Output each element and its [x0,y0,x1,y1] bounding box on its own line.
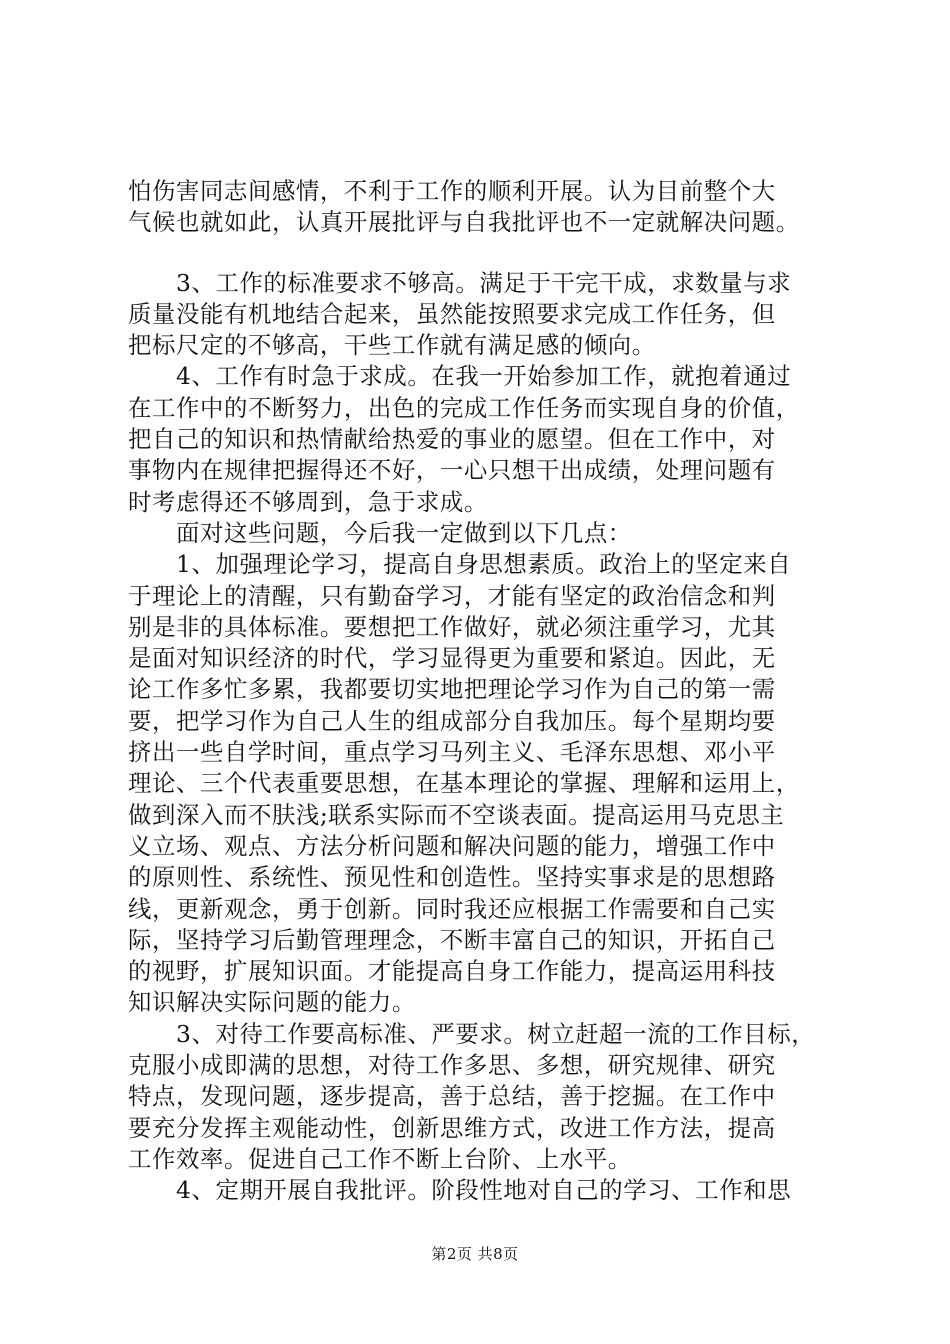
text-line: 知识解决实际问题的能力。 [128,988,416,1017]
page-number: 第2页 共8页 [431,1245,519,1263]
text-line: 1、加强理论学习，提高自身思想素质。政治上的坚定来自 [128,550,792,579]
text-line: 面对这些问题，今后我一定做到以下几点： [128,518,632,547]
text-line: 挤出一些自学时间，重点学习马列主义、毛泽东思想、邓小平 [128,738,776,767]
text-line: 4、工作有时急于求成。在我一开始参加工作，就抱着通过 [128,362,792,391]
text-line: 做到深入而不肤浅;联系实际而不空谈表面。提高运用马克思主 [128,800,785,829]
text-line: 线，更新观念，勇于创新。同时我还应根据工作需要和自己实 [128,894,776,923]
text-line: 要，把学习作为自己人生的组成部分自我加压。每个星期均要 [128,706,776,735]
text-line: 义立场、观点、方法分析问题和解决问题的能力，增强工作中 [128,831,776,860]
text-line: 特点，发现问题，逐步提高，善于总结，善于挖掘。在工作中 [128,1082,776,1111]
text-line: 论工作多忙多累，我都要切实地把理论学习作为自己的第一需 [128,675,776,704]
text-line: 克服小成即满的思想，对待工作多思、多想，研究规律、研究 [128,1051,776,1080]
text-line: 3、工作的标准要求不够高。满足于干完干成，求数量与求 [128,268,792,297]
text-line: 4、定期开展自我批评。阶段性地对自己的学习、工作和思 [128,1176,792,1205]
text-line: 是面对知识经济的时代，学习显得更为重要和紧迫。因此，无 [128,644,776,673]
text-line: 事物内在规律把握得还不好，一心只想干出成绩，处理问题有 [128,456,776,485]
text-line: 于理论上的清醒，只有勤奋学习，才能有坚定的政治信念和判 [128,581,776,610]
text-line: 要充分发挥主观能动性，创新思维方式，改进工作方法，提高 [128,1113,776,1142]
text-line: 别是非的具体标准。要想把工作做好，就必须注重学习，尤其 [128,612,776,641]
text-line: 在工作中的不断努力，出色的完成工作任务而实现自身的价值， [128,393,800,422]
text-line: 3、对待工作要高标准、严要求。树立赶超一流的工作目标， [128,1019,816,1048]
text-line: 的原则性、系统性、预见性和创造性。坚持实事求是的思想路 [128,863,776,892]
text-line: 时考虑得还不够周到，急于求成。 [128,487,488,516]
text-line: 把自己的知识和热情献给热爱的事业的愿望。但在工作中，对 [128,425,776,454]
document-body [128,176,848,1207]
text-line: 把标尺定的不够高，干些工作就有满足感的倾向。 [128,331,656,360]
text-line: 质量没能有机地结合起来，虽然能按照要求完成工作任务，但 [128,299,776,328]
text-line: 的视野，扩展知识面。才能提高自身工作能力，提高运用科技 [128,957,776,986]
text-line: 工作效率。促进自己工作不断上台阶、上水平。 [128,1144,632,1173]
text-line: 理论、三个代表重要思想，在基本理论的掌握、理解和运用上， [128,769,800,798]
text-line: 气候也就如此，认真开展批评与自我批评也不一定就解决问题。 [128,208,800,237]
text-line: 际，坚持学习后勤管理理念，不断丰富自己的知识，开拓自己 [128,925,776,954]
text-line: 怕伤害同志间感情，不利于工作的顺利开展。认为目前整个大 [128,177,776,205]
